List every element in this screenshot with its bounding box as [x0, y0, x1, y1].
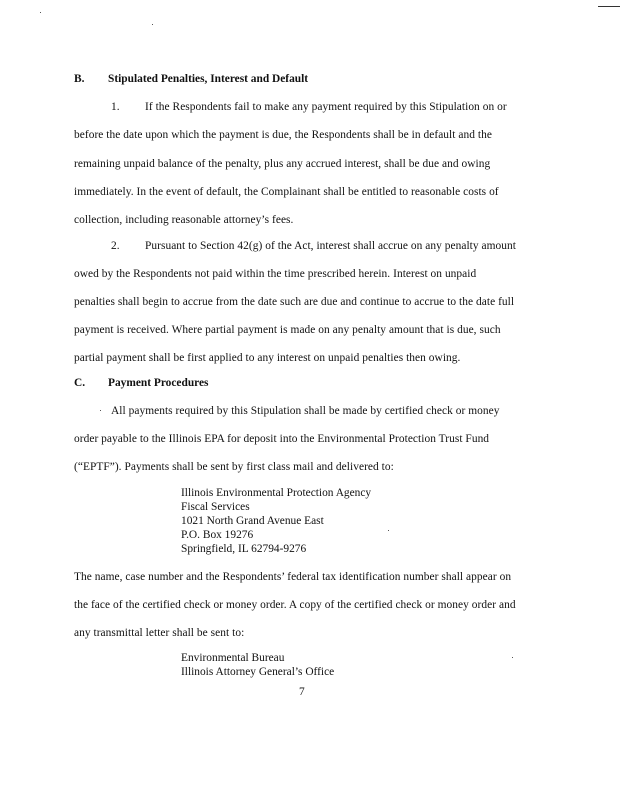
para1-line: before the date upon which the payment is due, the Respondents shall be in default and the: [74, 129, 492, 141]
section-c-after-line: The name, case number and the Respondents’ federal tax identification number shall appear on: [74, 571, 512, 583]
top-right-rule: [598, 6, 620, 7]
para1-line: collection, including reasonable attorney’s fees.: [74, 214, 294, 226]
scan-speck: [388, 530, 389, 531]
section-c-letter: C.: [74, 377, 86, 389]
address-line: Fiscal Services: [181, 501, 250, 513]
address-line: 1021 North Grand Avenue East: [181, 515, 324, 527]
para2-line: partial payment shall be first applied to any interest on unpaid penalties then owing.: [74, 352, 461, 364]
para1-line: If the Respondents fail to make any payment required by this Stipulation on or: [145, 101, 507, 113]
section-c-after-line: any transmittal letter shall be sent to:: [74, 627, 245, 639]
page-number: 7: [299, 686, 305, 698]
address-line: Springfield, IL 62794-9276: [181, 543, 307, 555]
section-c-line: order payable to the Illinois EPA for deposit into the Environmental Protection Trust Fund: [74, 433, 490, 445]
section-b-letter: B.: [74, 73, 85, 85]
para1-line: immediately. In the event of default, the Complainant shall be entitled to reasonable costs of: [74, 186, 499, 198]
section-c-line: All payments required by this Stipulation shall be made by certified check or money: [111, 405, 500, 417]
para2-line: owed by the Respondents not paid within the time prescribed herein. Interest on unpaid: [74, 268, 477, 280]
para2-line: Pursuant to Section 42(g) of the Act, interest shall accrue on any penalty amount: [145, 240, 516, 252]
scan-speck: [512, 657, 513, 658]
section-c-line: (“EPTF”). Payments shall be sent by first class mail and delivered to:: [74, 461, 394, 473]
section-b-title: Stipulated Penalties, Interest and Default: [108, 73, 309, 85]
address-line: P.O. Box 19276: [181, 529, 254, 541]
address-line: Illinois Attorney General’s Office: [181, 666, 335, 678]
section-c-title: Payment Procedures: [108, 377, 209, 389]
scan-speck: [40, 12, 41, 13]
scan-speck: [152, 24, 153, 25]
address-line: Illinois Environmental Protection Agency: [181, 487, 372, 499]
para2-line: payment is received. Where partial payment is made on any penalty amount that is due, such: [74, 324, 501, 336]
para1-number: 1.: [111, 101, 120, 113]
address-line: Environmental Bureau: [181, 652, 285, 664]
para2-line: penalties shall begin to accrue from the date such are due and continue to accrue to the date full: [74, 296, 515, 308]
section-c-after-line: the face of the certified check or money order. A copy of the certified check or money order and: [74, 599, 516, 611]
scan-speck: [100, 410, 101, 411]
para1-line: remaining unpaid balance of the penalty, plus any accrued interest, shall be due and owing: [74, 158, 491, 170]
para2-number: 2.: [111, 240, 120, 252]
